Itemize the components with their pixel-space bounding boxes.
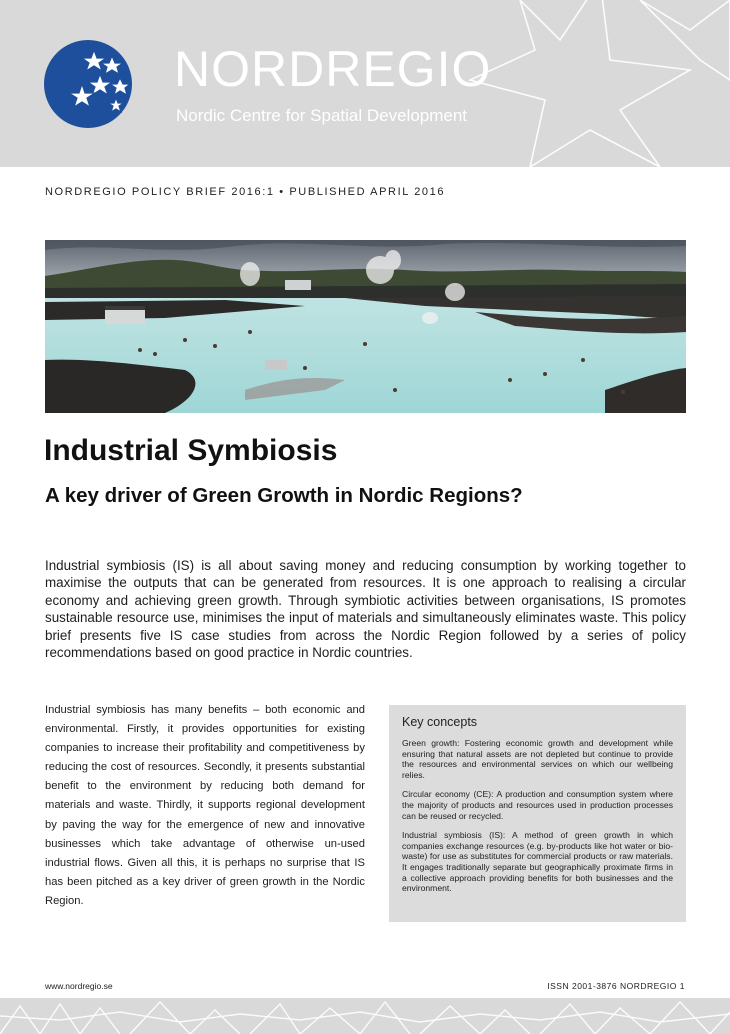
page-subtitle: A key driver of Green Growth in Nordic Regions? — [45, 484, 523, 507]
lead-paragraph: Industrial symbiosis (IS) is all about saving money and reducing consumption by working together to maximise the outputs that can be generated from resources. It is one approach to realising a circular economy and achieving green growth. Through symbiotic activities between organisations, IS promotes sustainable resource use, minimises the input of materials and simultaneously eliminates waste. This policy brief presents five IS case studies from across the Nordic Region followed by a series of policy recommendations based on good practice in Nordic countries. — [45, 558, 686, 661]
nordregio-logo-icon — [42, 36, 136, 130]
brand-tagline: Nordic Centre for Spatial Development — [176, 106, 468, 125]
footer-band — [0, 998, 730, 1034]
page-title: Industrial Symbiosis — [44, 434, 338, 467]
key-concepts-box — [389, 705, 686, 922]
body-paragraph: Industrial symbiosis has many benefits – both economic and environmental. Firstly, it provides opportunities for existing companies to increase their profitability and competitiveness by reducing the cost of resources. Secondly, it presents substantial benefit to the environment by reducing both demand for materials and waste. Thirdly, it supports regional development by paving the way for the emergence of new and innovative businesses which take advantage of otherwise un-used industrial flows. Given all this, it is perhaps no surprise that IS has been pitched as a key driver of green growth in the Nordic Region. — [45, 704, 365, 907]
header-band — [0, 0, 730, 167]
concept-circular-economy: Circular economy (CE): A production and consumption system where the majority of products and resources used in production processes can be reused or recycled. — [402, 789, 673, 821]
footer-website-link[interactable]: www.nordregio.se — [45, 981, 113, 991]
concept-industrial-symbiosis: Industrial symbiosis (IS): A method of green growth in which companies exchange resources (e.g. by-products like hot water or bio-waste) for use as substitutes for commercial products or raw materials. It engages traditionally separate but geographically proximate firms in a collective approach providing benefits for both businesses and the environment. — [402, 830, 673, 894]
cover-photo — [45, 240, 686, 413]
footer-issn-page-number: ISSN 2001-3876 NORDREGIO 1 — [547, 981, 685, 991]
footer-star-pattern — [0, 998, 730, 1034]
concept-green-growth: Green growth: Fostering economic growth and development while ensuring that natural assets are not depleted but continue to provide the resources and environmental services on which our wellbeing relies. — [402, 738, 673, 780]
key-concepts-heading: Key concepts — [402, 715, 478, 729]
policy-brief-series-line: NORDREGIO POLICY BRIEF 2016:1 • PUBLISHED APRIL 2016 — [45, 186, 446, 198]
brand-name: NORDREGIO — [174, 41, 492, 97]
lagoon-landscape-image — [45, 240, 686, 413]
